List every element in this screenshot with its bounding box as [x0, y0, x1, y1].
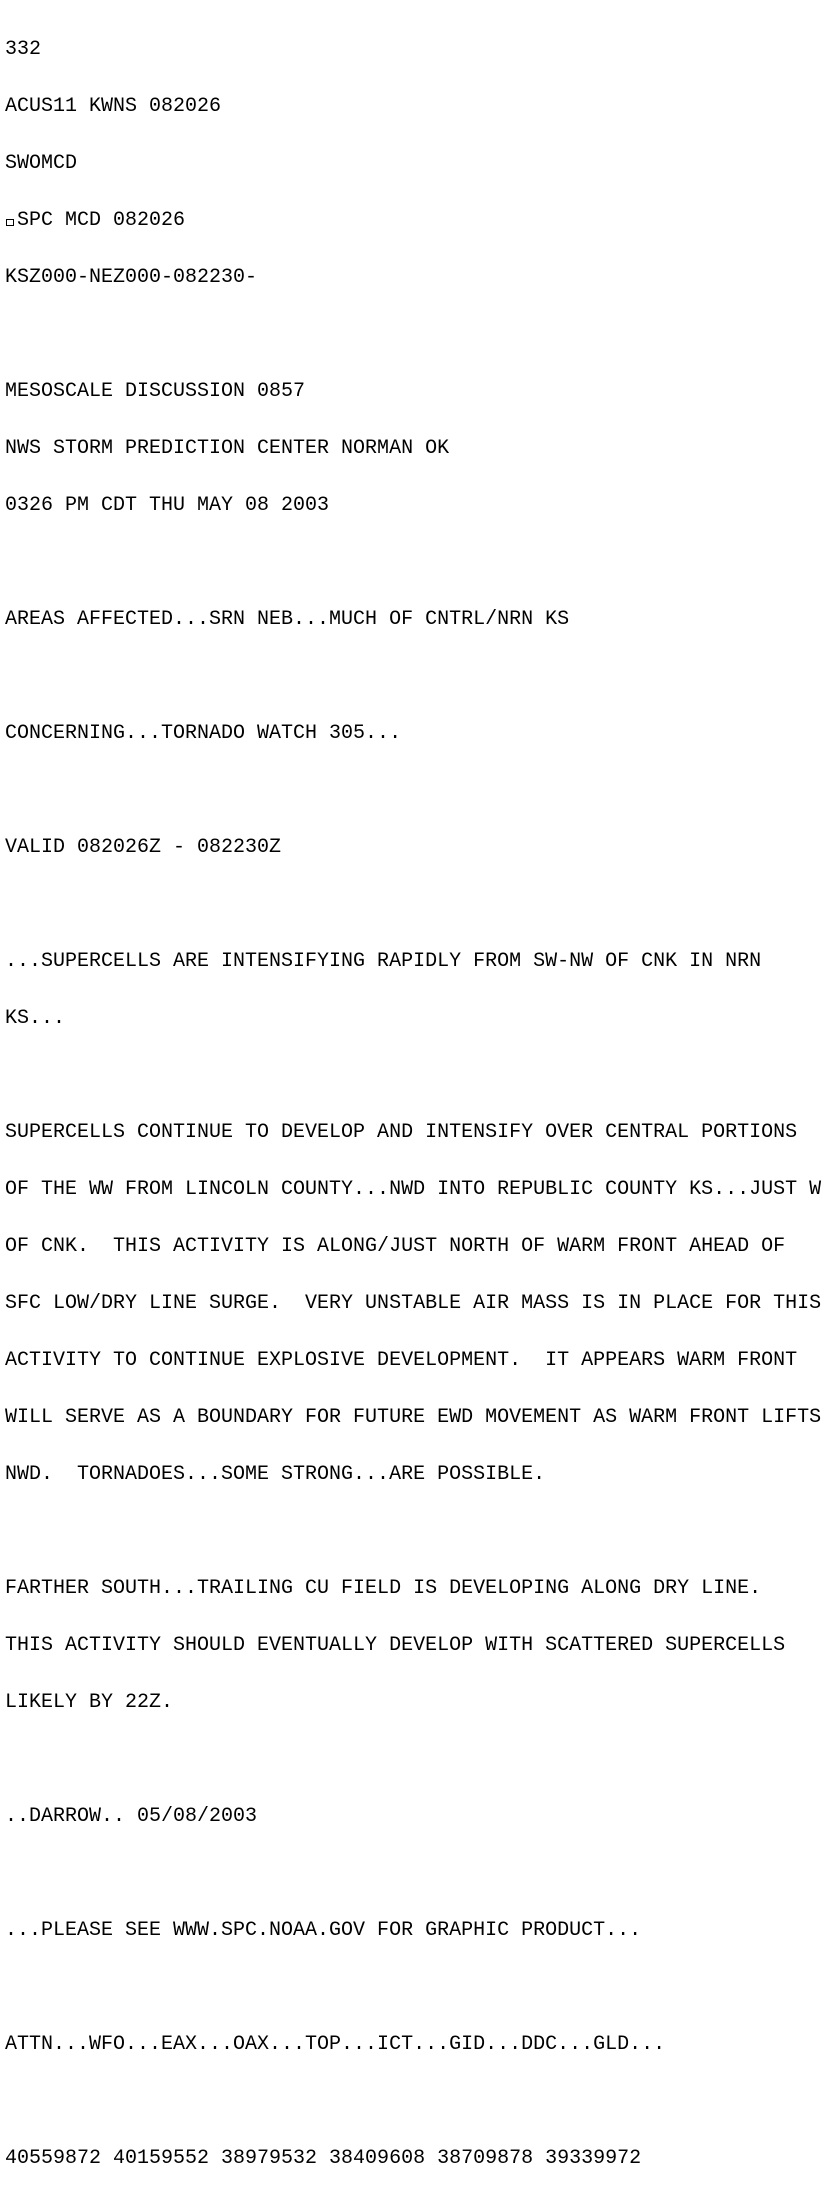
valid-time: VALID 082026Z - 082230Z [5, 836, 282, 859]
ugc-line: KSZ000-NEZ000-082230- [5, 266, 258, 289]
blank-line [5, 325, 821, 344]
summary-line: ...SUPERCELLS ARE INTENSIFYING RAPIDLY FROM SW-NW OF CNK IN NRN [5, 950, 762, 973]
discussion-line: OF THE WW FROM LINCOLN COUNTY...NWD INTO REPUBLIC COUNTY KS...JUST W [5, 1178, 822, 1201]
discussion-line: NWD. TORNADOES...SOME STRONG...ARE POSSIBLE. [5, 1463, 546, 1486]
areas-affected: AREAS AFFECTED...SRN NEB...MUCH OF CNTRL/NRN KS [5, 608, 570, 631]
attn-offices: ATTN...WFO...EAX...OAX...TOP...ICT...GID...DDC...GLD... [5, 2033, 666, 2056]
blank-line [5, 553, 821, 572]
blank-line [5, 895, 821, 914]
product-line [5, 211, 821, 230]
blank-line [5, 1522, 821, 1541]
bulletin-text [5, 2, 821, 2187]
product-line-text: SPC MCD 082026 [17, 209, 186, 232]
blank-line [5, 1864, 821, 1883]
discussion-line: WILL SERVE AS A BOUNDARY FOR FUTURE EWD MOVEMENT AS WARM FRONT LIFTS [5, 1406, 822, 1429]
summary-line: KS... [5, 1007, 66, 1030]
graphic-note: ...PLEASE SEE WWW.SPC.NOAA.GOV FOR GRAPHIC PRODUCT... [5, 1919, 642, 1942]
discussion-line: OF CNK. THIS ACTIVITY IS ALONG/JUST NORTH OF WARM FRONT AHEAD OF [5, 1235, 786, 1258]
blank-line [5, 1978, 821, 1997]
awips-id: SWOMCD [5, 152, 78, 175]
discussion-line: LIKELY BY 22Z. [5, 1691, 174, 1714]
control-char-box-icon [6, 219, 14, 226]
blank-line [5, 2092, 821, 2111]
wmo-header: ACUS11 KWNS 082026 [5, 95, 222, 118]
blank-line [5, 667, 821, 686]
discussion-line: SFC LOW/DRY LINE SURGE. VERY UNSTABLE AIR MASS IS IN PLACE FOR THIS [5, 1292, 822, 1315]
discussion-line: THIS ACTIVITY SHOULD EVENTUALLY DEVELOP WITH SCATTERED SUPERCELLS [5, 1634, 786, 1657]
discussion-title: MESOSCALE DISCUSSION 0857 [5, 380, 306, 403]
discussion-line: SUPERCELLS CONTINUE TO DEVELOP AND INTENSIFY OVER CENTRAL PORTIONS [5, 1121, 798, 1144]
blank-line [5, 1066, 821, 1085]
concerning: CONCERNING...TORNADO WATCH 305... [5, 722, 402, 745]
sequence-number: 332 [5, 38, 42, 61]
issuing-office: NWS STORM PREDICTION CENTER NORMAN OK [5, 437, 450, 460]
blank-line [5, 781, 821, 800]
blank-line [5, 1750, 821, 1769]
issue-time: 0326 PM CDT THU MAY 08 2003 [5, 494, 330, 517]
forecaster-signature: ..DARROW.. 05/08/2003 [5, 1805, 258, 1828]
discussion-line: ACTIVITY TO CONTINUE EXPLOSIVE DEVELOPMENT. IT APPEARS WARM FRONT [5, 1349, 798, 1372]
discussion-line: FARTHER SOUTH...TRAILING CU FIELD IS DEVELOPING ALONG DRY LINE. [5, 1577, 762, 1600]
lat-lon-coordinates: 40559872 40159552 38979532 38409608 38709878 39339972 [5, 2147, 642, 2170]
